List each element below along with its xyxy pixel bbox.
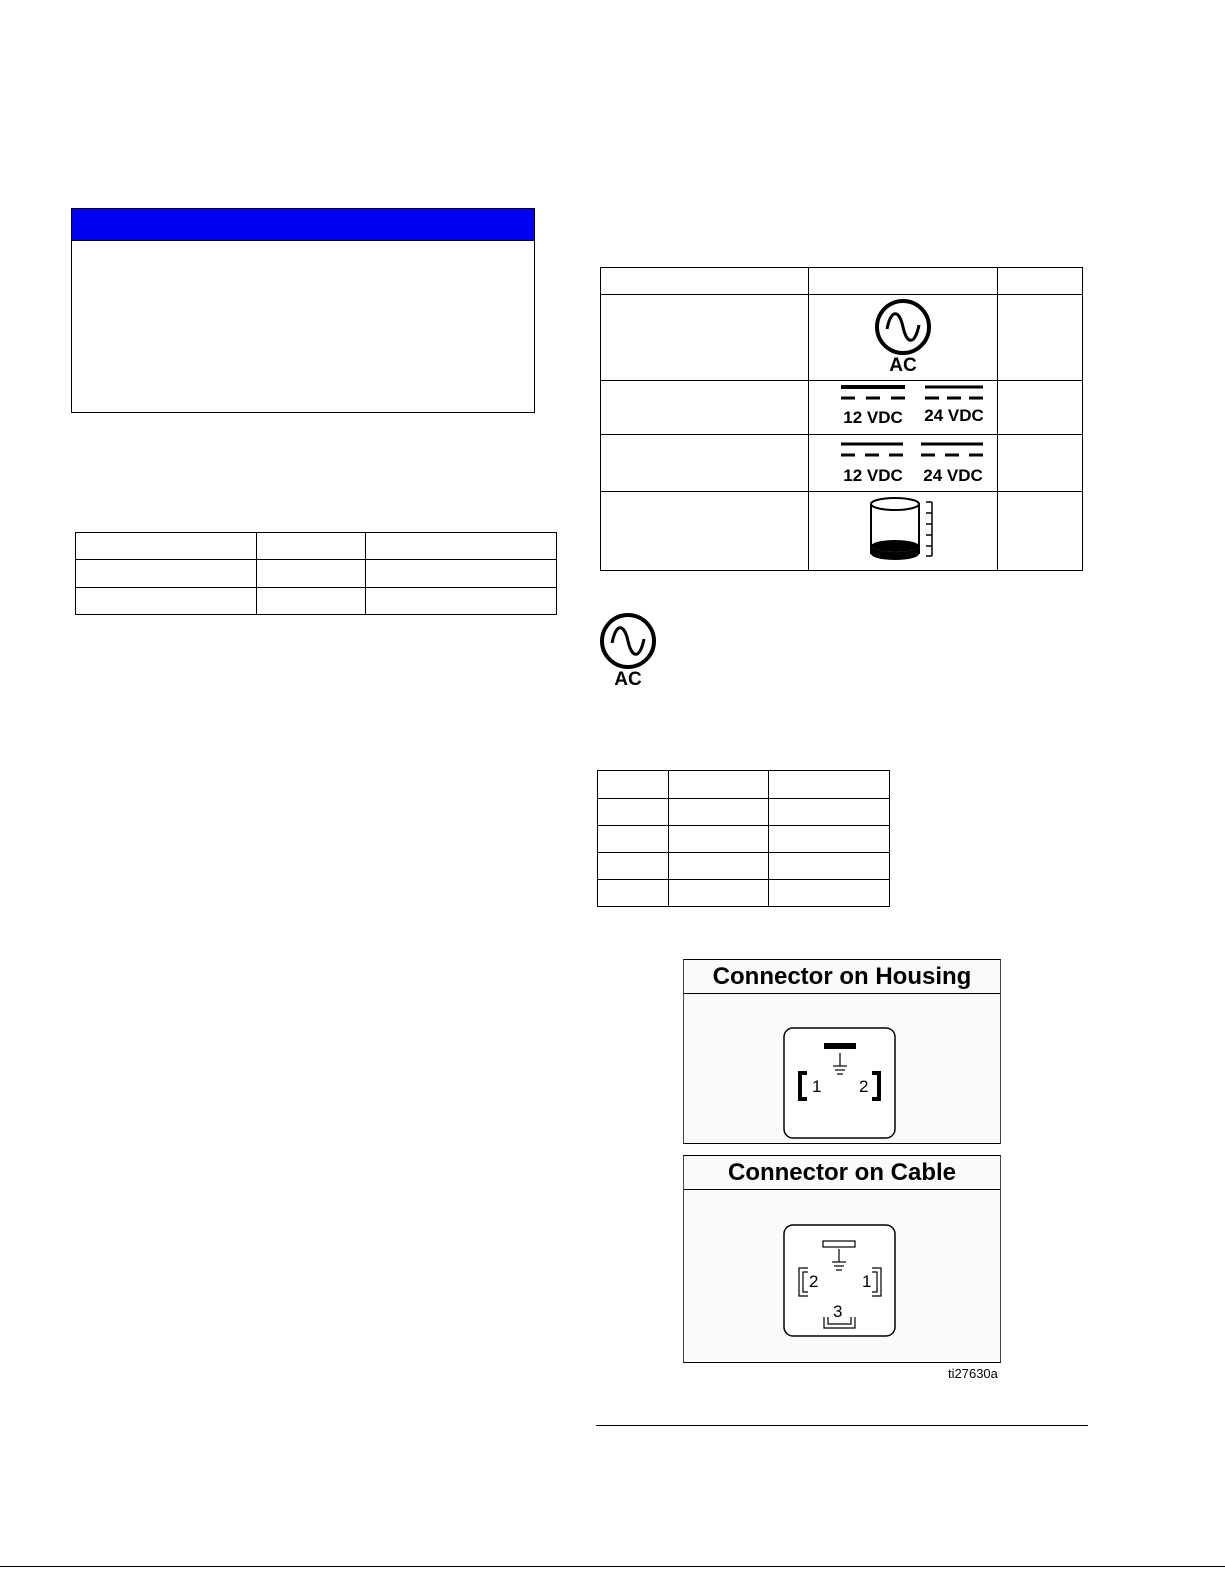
table-row [601, 435, 1083, 492]
table-row [598, 771, 890, 799]
figure-id: ti27630a [948, 1366, 998, 1381]
pin-label: 2 [859, 1077, 869, 1096]
svg-text:12 VDC: 12 VDC [843, 408, 903, 427]
pin-label: 2 [809, 1272, 819, 1291]
svg-text:12 VDC: 12 VDC [843, 465, 903, 485]
table-row [76, 560, 557, 588]
section-divider [596, 1425, 1088, 1426]
ac-symbol-icon [863, 295, 943, 375]
table-row [76, 588, 557, 615]
table-row [601, 381, 1083, 435]
connector-cable-title: Connector on Cable [684, 1156, 1000, 1190]
left-spec-table [75, 532, 557, 615]
connector-cable-panel [683, 1155, 1001, 1363]
dc-12v-icon [841, 387, 905, 427]
connector-housing-title: Connector on Housing [684, 960, 1000, 994]
cable-connector-diagram [684, 1190, 1000, 1362]
table-row [598, 826, 890, 853]
pin-label: 3 [833, 1302, 843, 1321]
table-row [598, 853, 890, 880]
svg-text:AC: AC [614, 669, 642, 690]
pin-label: 1 [862, 1272, 872, 1291]
reservoir-level-icon [858, 494, 948, 564]
svg-text:24 VDC: 24 VDC [924, 406, 983, 425]
table-row [601, 268, 1083, 295]
table-row [598, 799, 890, 826]
table-row [598, 880, 890, 907]
pin-table [597, 770, 890, 907]
table-row [601, 295, 1083, 381]
power-symbol-table [600, 267, 1083, 571]
pin-label: 1 [812, 1077, 822, 1096]
dc-24v-icon [924, 387, 983, 425]
table-row [76, 533, 557, 560]
connector-housing-panel [683, 959, 1001, 1144]
notice-header-bar [72, 209, 534, 241]
dc-24v-icon [921, 444, 983, 485]
svg-text:AC: AC [889, 355, 917, 375]
page-footer-rule [0, 1566, 1225, 1567]
dc-voltage-symbols-alt [823, 436, 983, 486]
dc-12v-icon [841, 444, 903, 485]
notice-box [71, 208, 535, 413]
svg-text:24 VDC: 24 VDC [923, 465, 983, 485]
housing-connector-diagram [684, 994, 1000, 1144]
table-row [601, 492, 1083, 571]
ac-symbol-icon [596, 610, 662, 690]
dc-voltage-symbols [823, 381, 983, 429]
